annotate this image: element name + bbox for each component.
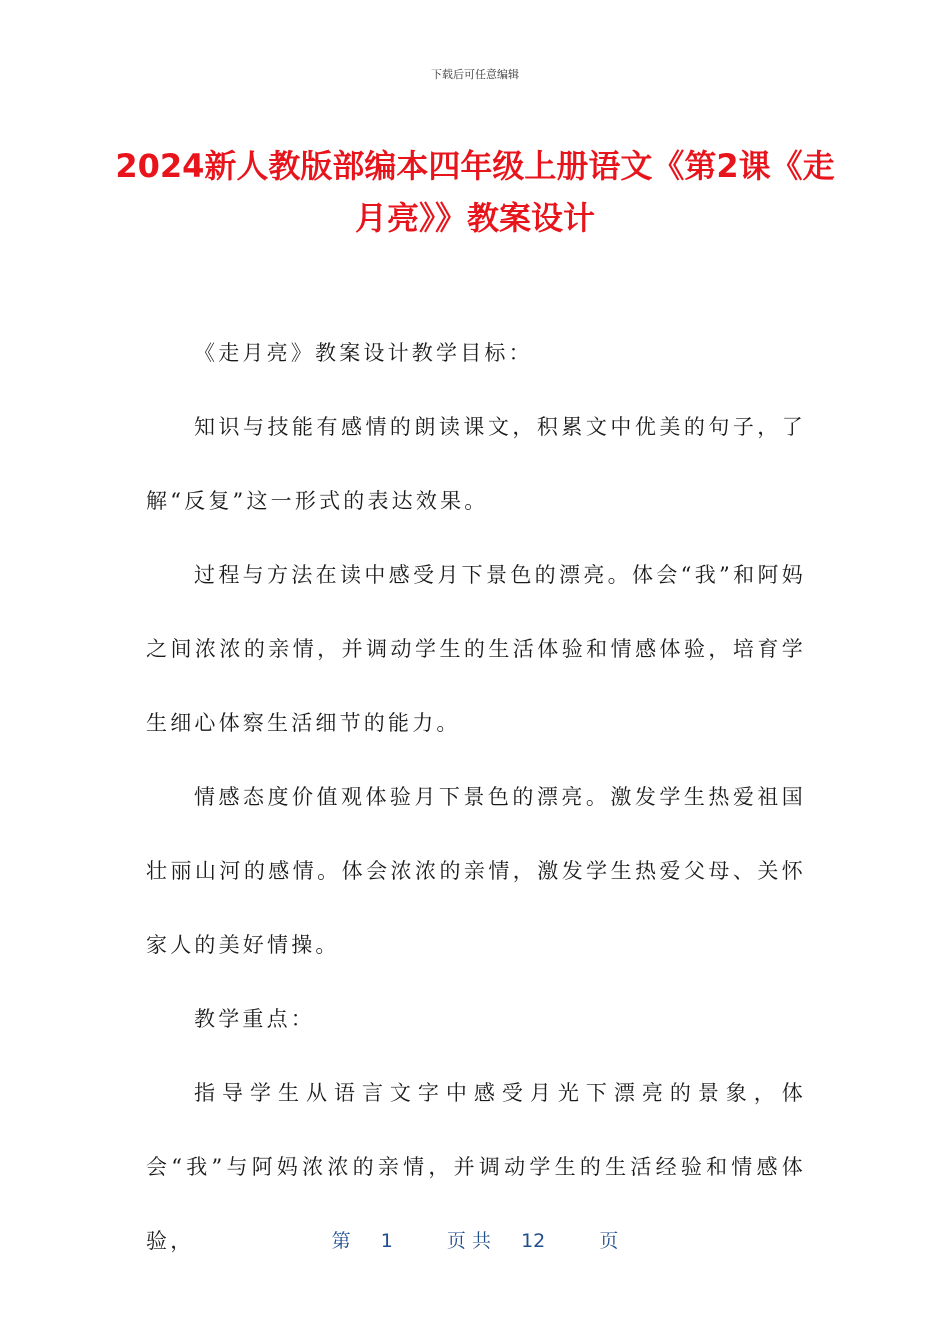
paragraph-key-points-heading: 教学重点：	[194, 1007, 315, 1031]
document-title: 2024新人教版部编本四年级上册语文《第2课《走月亮》》教案设计	[115, 147, 835, 237]
paragraph-objectives-heading: 《走月亮》教案设计教学目标：	[194, 341, 533, 365]
page-footer	[0, 1226, 950, 1253]
paragraph-emotional-values: 情感态度价值观体验月下景色的漂亮。激发学生热爱祖国壮丽山河的感情。体会浓浓的亲情，激发学生热爱父母、关怀家人的美好情操。	[146, 785, 806, 957]
footer-total-label: 页 共	[446, 1230, 491, 1252]
paragraph-process-methods: 过程与方法在读中感受月下景色的漂亮。体会“我”和阿妈之间浓浓的亲情，并调动学生的生活体验和情感体验，培育学生细心体察生活细节的能力。	[146, 563, 806, 735]
header-note: 下载后可任意编辑	[431, 68, 519, 81]
footer-page-suffix: 页	[599, 1230, 619, 1252]
footer-total-pages: 12	[521, 1230, 546, 1252]
paragraph-key-points: 指导学生从语言文字中感受月光下漂亮的景象，体会“我”与阿妈浓浓的亲情，并调动学生的生活经验和情感体验，	[146, 1081, 806, 1253]
document-body	[146, 316, 806, 1278]
footer-page-label: 第	[331, 1230, 351, 1252]
paragraph-knowledge-skills: 知识与技能有感情的朗读课文，积累文中优美的句子，了解“反复”这一形式的表达效果。	[146, 415, 806, 513]
footer-current-page: 1	[380, 1230, 393, 1252]
